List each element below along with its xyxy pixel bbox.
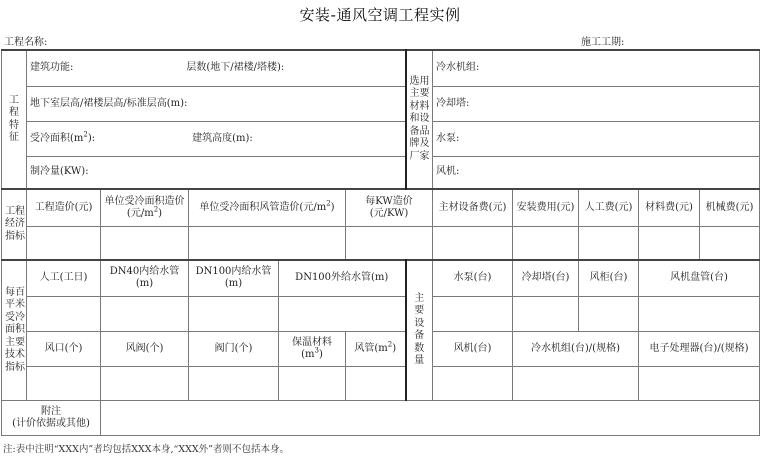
building-height-label: 建筑高度(m): bbox=[192, 132, 253, 144]
brand-cooling-tower-label: 冷却塔: bbox=[436, 97, 470, 109]
econ-value-total-cost[interactable] bbox=[27, 226, 101, 260]
econ-value-main-material-cost[interactable] bbox=[433, 226, 513, 260]
tech-header-labor-days: 人工(工日) bbox=[27, 260, 101, 296]
features-section-label: 工程特征 bbox=[2, 50, 27, 189]
tech-header-air-outlet: 风口(个) bbox=[27, 331, 101, 366]
building-function-cell[interactable] bbox=[27, 50, 406, 86]
floors-label: 层数(地下/裙楼/塔楼): bbox=[186, 62, 285, 74]
project-spec-table bbox=[1, 49, 760, 436]
project-name-label: 工程名称: bbox=[4, 37, 48, 48]
equip-header-cooling-tower: 冷却塔(台) bbox=[513, 260, 579, 296]
tech-header-valve: 阀门(个) bbox=[189, 331, 279, 366]
project-name-field[interactable] bbox=[4, 33, 47, 48]
econ-value-unit-area-cost[interactable] bbox=[101, 226, 189, 260]
equip-value-pump[interactable] bbox=[433, 296, 513, 331]
tech-value-air-duct[interactable] bbox=[346, 366, 406, 400]
brand-chiller-label: 冷水机组: bbox=[436, 62, 480, 74]
tech-value-dn100-outer-pipe[interactable] bbox=[279, 296, 406, 331]
equip-value-fan[interactable] bbox=[433, 366, 513, 400]
construction-period-label: 施工工期: bbox=[581, 37, 625, 48]
brand-pump-label: 水泵: bbox=[436, 132, 460, 144]
econ-header-labor-cost: 人工费(元) bbox=[579, 189, 639, 226]
building-function-label: 建筑功能: bbox=[30, 62, 74, 74]
econ-value-machinery-cost[interactable] bbox=[700, 226, 760, 260]
brand-fan-label: 风机: bbox=[436, 166, 460, 178]
tech-value-valve[interactable] bbox=[189, 366, 279, 400]
cooling-area-cell[interactable] bbox=[27, 121, 406, 156]
equip-header-chiller: 冷水机组(台)/(规格) bbox=[513, 331, 639, 366]
cooling-capacity-label: 制冷量(KW): bbox=[30, 166, 89, 178]
econ-header-unit-area-duct-cost: 单位受冷面积风管造价(元$/m^2$) bbox=[189, 189, 346, 226]
brand-fan-cell[interactable] bbox=[433, 156, 760, 189]
page-title: 安装-通风空调工程实例 bbox=[299, 6, 461, 24]
equip-value-air-handler[interactable] bbox=[579, 296, 639, 331]
technical-section-label: 每百平米受冷面积主要技术指标 bbox=[2, 260, 27, 400]
equipment-section-label: 主要设备数量 bbox=[406, 260, 433, 400]
econ-value-material-cost[interactable] bbox=[639, 226, 700, 260]
remarks-label: 附注 (计价依据或其他) bbox=[2, 400, 101, 435]
econ-header-install-cost: 安装费用(元) bbox=[513, 189, 579, 226]
tech-value-air-damper[interactable] bbox=[101, 366, 189, 400]
brand-cooling-tower-cell[interactable] bbox=[433, 86, 760, 121]
tech-value-insulation[interactable] bbox=[279, 366, 346, 400]
construction-period-field[interactable] bbox=[581, 33, 624, 48]
tech-value-dn100-inner-pipe[interactable] bbox=[189, 296, 279, 331]
equip-header-fan: 风机(台) bbox=[433, 331, 513, 366]
econ-header-machinery-cost: 机械费(元) bbox=[700, 189, 760, 226]
cooling-area-label: 受冷面积$(m^2)$: bbox=[30, 130, 96, 144]
economics-section-label: 工程经济指标 bbox=[2, 189, 27, 260]
brand-pump-cell[interactable] bbox=[433, 121, 760, 156]
econ-header-unit-area-cost: 单位受冷面积造价(元$/m^2$) bbox=[101, 189, 189, 226]
equip-header-pump: 水泵(台) bbox=[433, 260, 513, 296]
brands-section-label: 选用主要材料和设备品牌及厂家 bbox=[406, 50, 433, 189]
tech-header-dn100-inner-pipe: DN100内给水管(m) bbox=[189, 260, 279, 296]
econ-value-unit-area-duct-cost[interactable] bbox=[189, 226, 346, 260]
tech-header-dn40-inner-pipe: DN40内给水管(m) bbox=[101, 260, 189, 296]
tech-header-air-damper: 风阀(个) bbox=[101, 331, 189, 366]
econ-value-labor-cost[interactable] bbox=[579, 226, 639, 260]
econ-header-per-kw-cost: 每KW造价(元/KW) bbox=[346, 189, 433, 226]
tech-header-dn100-outer-pipe: DN100外给水管(m) bbox=[279, 260, 406, 296]
tech-header-air-duct: 风管$(m^2)$ bbox=[346, 331, 406, 366]
tech-value-air-outlet[interactable] bbox=[27, 366, 101, 400]
tech-value-labor-days[interactable] bbox=[27, 296, 101, 331]
equip-value-fan-coil[interactable] bbox=[639, 296, 760, 331]
econ-header-main-material-cost: 主材设备费(元) bbox=[433, 189, 513, 226]
equip-value-cooling-tower[interactable] bbox=[513, 296, 579, 331]
equip-value-electronic-processor[interactable] bbox=[639, 366, 760, 400]
econ-value-install-cost[interactable] bbox=[513, 226, 579, 260]
econ-header-total-cost: 工程造价(元) bbox=[27, 189, 101, 226]
equip-header-fan-coil: 风机盘管(台) bbox=[639, 260, 760, 296]
remarks-value[interactable] bbox=[101, 400, 760, 435]
econ-header-material-cost: 材料费(元) bbox=[639, 189, 700, 226]
floor-heights-label: 地下室层高/裙楼层高/标准层高(m): bbox=[30, 97, 188, 109]
brand-chiller-cell[interactable] bbox=[433, 50, 760, 86]
cooling-capacity-cell[interactable] bbox=[27, 156, 406, 189]
footnote: 注:表中注明“XXX内”者均包括XXX本身,“XXX外”者则不包括本身。 bbox=[3, 444, 290, 455]
equip-value-chiller[interactable] bbox=[513, 366, 639, 400]
tech-value-dn40-inner-pipe[interactable] bbox=[101, 296, 189, 331]
equip-header-electronic-processor: 电子处理器(台)/(规格) bbox=[639, 331, 760, 366]
floor-heights-cell[interactable] bbox=[27, 86, 406, 121]
tech-header-insulation: 保温材料$(m^3)$ bbox=[279, 331, 346, 366]
econ-value-per-kw-cost[interactable] bbox=[346, 226, 433, 260]
equip-header-air-handler: 风柜(台) bbox=[579, 260, 639, 296]
